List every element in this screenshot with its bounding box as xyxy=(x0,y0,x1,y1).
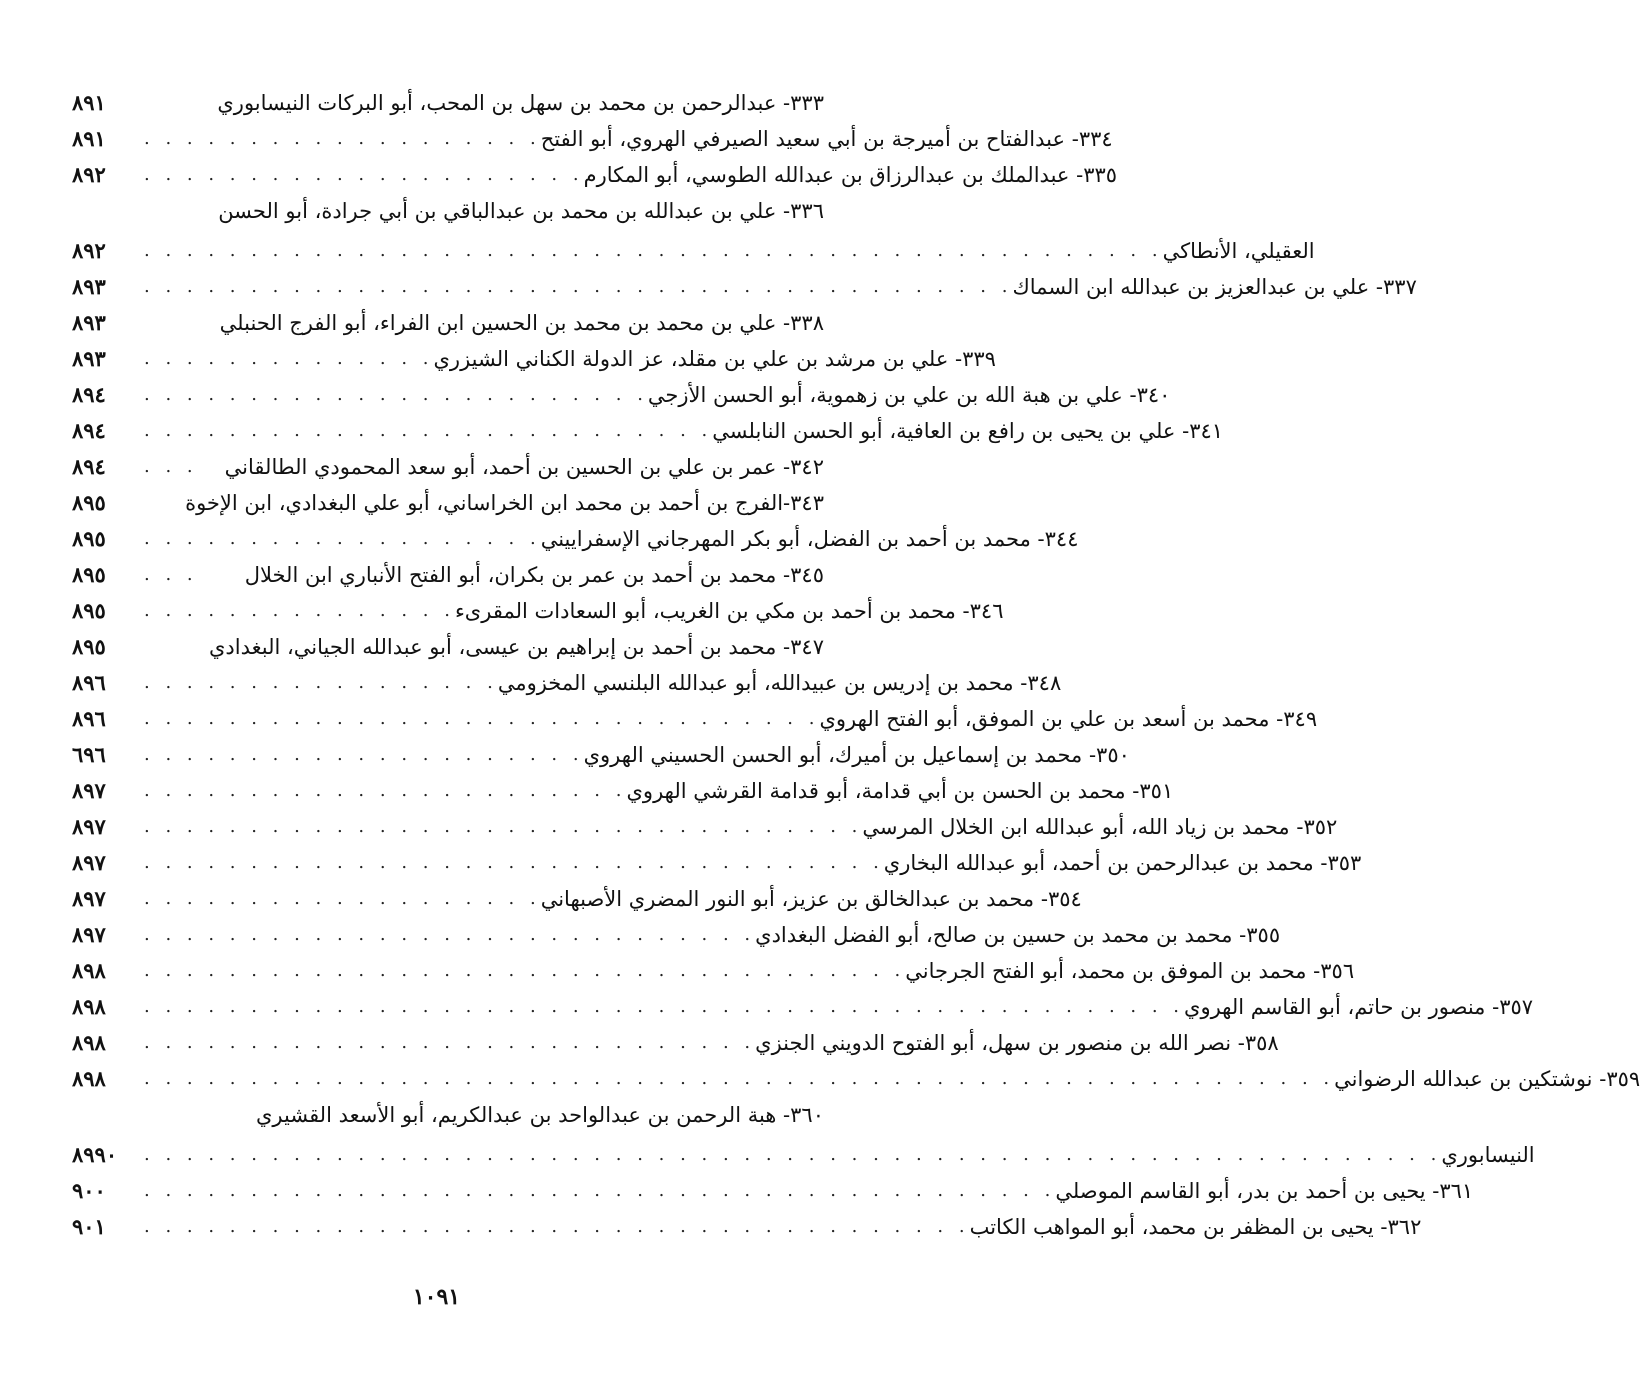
toc-leader-dots: . . . xyxy=(144,564,198,585)
toc-entry-title: ٣٣٦- علي بن عبدالله بن محمد بن عبدالباقي بن أبي جرادة، أبو الحسن xyxy=(218,199,824,223)
toc-page-number: ٩٠١ xyxy=(72,1214,106,1239)
toc-page-number: ٨٩٤ xyxy=(72,454,106,479)
toc-page-number: ٨٩٥ xyxy=(72,634,106,659)
toc-page-number: ٨٩٨ xyxy=(72,958,106,983)
toc-leader-dots: . . . . . . . . . . . . . . . . . . . . . . . . . . . xyxy=(144,420,713,441)
toc-entry xyxy=(72,118,1113,154)
toc-leader-dots: . . . . . . . . . . . . . . . . . . . . . . . . . . . . . . . . . . . . xyxy=(144,960,906,981)
toc-page-number: ٨٩٥ xyxy=(72,598,106,623)
toc-entry-title: ٣٣٧- علي بن عبدالعزيز بن عبدالله ابن السماك xyxy=(1012,275,1417,299)
toc-entry-title: ٣٥٧- منصور بن حاتم، أبو القاسم الهروي xyxy=(1184,995,1534,1019)
toc-page-number: ٨٩٨ xyxy=(72,1066,106,1091)
toc-page-number: ٨٩١ xyxy=(72,126,106,151)
toc-entry xyxy=(72,338,996,374)
toc-entry xyxy=(72,1022,1279,1058)
toc-leader-dots: . . . . . . . . . . . . . . . . . . . . . . . . . . . . . . . . . . . . . . . . . . . xyxy=(144,1180,1056,1201)
toc-entry xyxy=(72,154,1118,190)
toc-entry xyxy=(72,266,1417,302)
toc-leader-dots: . . . . . . . . . . . . . . . . . . . . . xyxy=(144,744,584,765)
toc-entry-title: ٣٥٨- نصر الله بن منصور بن سهل، أبو الفتوح الدويني الجنزي xyxy=(755,1031,1279,1055)
toc-entry xyxy=(72,878,1082,914)
toc-entry-title: ٣٦١- يحيى بن أحمد بن بدر، أبو القاسم الموصلي xyxy=(1055,1179,1474,1203)
toc-page-number: ٨٩٦ xyxy=(72,670,106,695)
toc-entry xyxy=(72,950,1355,986)
toc-entry xyxy=(72,410,1224,446)
toc-entry-title: ٣٣٣- عبدالرحمن بن محمد بن سهل بن المحب، أبو البركات النيسابوري xyxy=(217,91,824,115)
toc-entry xyxy=(72,842,1362,878)
toc-entry xyxy=(72,986,1534,1022)
toc-page-number: ٨٩١ xyxy=(72,90,106,115)
toc-leader-dots: . . . . . . . . . . . . . . . . . . . . . . . . . . . . . . . . . . . . . . . . . . . . . . . . . . . . . . . . xyxy=(144,1068,1335,1089)
toc-entry xyxy=(72,1170,1474,1206)
toc-page-number: ٨٩٣ xyxy=(72,274,106,299)
toc-page-number: ٨٩٣ xyxy=(72,310,106,335)
toc-entry xyxy=(72,914,1281,950)
toc-entry-title: ٣٤٠- علي بن هبة الله بن علي بن زهموية، أبو الحسن الأزجي xyxy=(647,383,1171,407)
table-of-contents xyxy=(72,82,1640,1242)
toc-entry-title: ٣٣٨- علي بن محمد بن محمد بن الحسين ابن الفراء، أبو الفرج الحنبلي xyxy=(219,311,824,335)
toc-page-number: ٨٩٢ xyxy=(72,238,106,263)
toc-entry xyxy=(72,770,1174,806)
toc-leader-dots: . . . . . . . . . . . . . . . . . . . . . . . . . . . . . . . . . . . xyxy=(144,852,884,873)
toc-entry xyxy=(72,302,824,338)
toc-page-number: ٨٩٥ xyxy=(72,490,106,515)
toc-leader-dots: . . . . . . . . . . . . . . . . . . . . . . . . . . . . . . . . xyxy=(144,708,820,729)
toc-entry-title: ٣٥٦- محمد بن الموفق بن محمد، أبو الفتح الجرجاني xyxy=(905,959,1355,983)
toc-entry xyxy=(72,734,1130,770)
toc-entry xyxy=(72,482,824,518)
toc-page-number: ٦٩٦ xyxy=(72,742,106,767)
toc-entry-title: ٣٣٩- علي بن مرشد بن علي بن مقلد، عز الدولة الكناني الشيزري xyxy=(433,347,996,371)
toc-entry xyxy=(72,1206,1422,1242)
toc-entry-title: ٣٥٣- محمد بن عبدالرحمن بن أحمد، أبو عبدالله البخاري xyxy=(883,851,1362,875)
toc-entry-title: ٣٥٤- محمد بن عبدالخالق بن عزيز، أبو النور المضري الأصبهاني xyxy=(540,887,1082,911)
toc-entry xyxy=(72,82,824,118)
toc-entry-title: ٣٤٤- محمد بن أحمد بن الفضل، أبو بكر المهرجاني الإسفراييني xyxy=(540,527,1079,551)
toc-entry-title: ٣٤٧- محمد بن أحمد بن إبراهيم بن عيسى، أبو عبدالله الجياني، البغدادي xyxy=(208,635,824,659)
toc-entry xyxy=(72,662,1062,698)
toc-leader-dots: . . . . . . . . . . . . . . . . . . . . . . . . . . . . . . . . . . . . . . . xyxy=(144,1216,970,1237)
toc-leader-dots: . . . . . . . . . . . . . . . . . . . . . . . . . . . . . . . . . . . . . . . . . xyxy=(144,276,1013,297)
toc-entry-title: ٣٥٥- محمد بن محمد بن حسين بن صالح، أبو الفضل البغدادي xyxy=(755,923,1281,947)
toc-entry-title: النيسابوري xyxy=(1441,1143,1535,1167)
toc-page-number: ٨٩٧ xyxy=(72,814,106,839)
toc-entry-title: ٣٦٠- هبة الرحمن بن عبدالواحد بن عبدالكريم، أبو الأسعد القشيري xyxy=(255,1103,824,1127)
toc-page-number: ٨٩٧ xyxy=(72,778,106,803)
toc-leader-dots: . . . . . . . . . . . . . . . . . . . . . . . . xyxy=(144,384,648,405)
toc-entry-title: ٣٤٨- محمد بن إدريس بن عبيدالله، أبو عبدالله البلنسي المخزومي xyxy=(497,671,1062,695)
page-number-footer: ١٠٩١ xyxy=(412,1284,461,1310)
toc-leader-dots: . . . . . . . . . . . . . . . . . . . xyxy=(144,128,541,149)
toc-page-number: ٨٩٥ xyxy=(72,562,106,587)
toc-entry-title: ٣٥٢- محمد بن زياد الله، أبو عبدالله ابن الخلال المرسي xyxy=(862,815,1338,839)
toc-entry xyxy=(72,446,824,482)
toc-leader-dots: . . . . . . . . . . . . . . . . . . . . . . . . . . . . . . . . . . xyxy=(144,816,863,837)
toc-entry-title: ٣٤٩- محمد بن أسعد بن علي بن الموفق، أبو الفتح الهروي xyxy=(819,707,1318,731)
toc-entry-continuation xyxy=(72,1130,1535,1170)
toc-entry xyxy=(72,554,824,590)
toc-page-number: ٨٩٢ xyxy=(72,162,106,187)
toc-entry-title: العقيلي، الأنطاكي xyxy=(1162,239,1315,263)
toc-leader-dots: . . . . . . . . . . . . . . . . . xyxy=(144,672,498,693)
toc-leader-dots: . . . . . . . . . . . . . . . . . . . . . . . . . . . . . . . . . . . . . . . . . . . . . . . . . . . . . . . . . . . . . xyxy=(144,1144,1442,1165)
toc-page-number: ٨٩٤ xyxy=(72,382,106,407)
toc-leader-dots: . . . . . . . . . . . . . . . . . . . . . . . xyxy=(144,780,627,801)
toc-leader-dots: . . . . . . . . . . . . . . . . . . . xyxy=(144,528,541,549)
toc-entry xyxy=(72,1058,1640,1094)
toc-leader-dots: . . . . . . . . . . . . . . . . . . . . . . . . . . . . . . . . . . . . . . . . . . . . . . . . . xyxy=(144,996,1185,1017)
toc-leader-dots: . . . . . . . . . . . . . . . xyxy=(144,600,455,621)
toc-entry xyxy=(72,626,824,662)
toc-page-number: ٨٩٨ xyxy=(72,994,106,1019)
toc-entry xyxy=(72,518,1079,554)
toc-entry xyxy=(72,698,1318,734)
toc-entry-continuation xyxy=(72,226,1315,266)
toc-page-number: ٨٩٨ xyxy=(72,1030,106,1055)
toc-entry-title: ٣٤١- علي بن يحيى بن رافع بن العافية، أبو الحسن النابلسي xyxy=(712,419,1224,443)
toc-page-number: ٩٠٠ xyxy=(72,1178,106,1203)
toc-entry xyxy=(72,190,824,226)
toc-entry-title: ٣٥١- محمد بن الحسن بن أبي قدامة، أبو قدامة القرشي الهروي xyxy=(626,779,1174,803)
toc-page-number: ٨٩٦ xyxy=(72,706,106,731)
toc-entry-title: ٣٦٢- يحيى بن المظفر بن محمد، أبو المواهب الكاتب xyxy=(969,1215,1422,1239)
toc-page-number: ٨٩٤ xyxy=(72,418,106,443)
toc-page-number: ٨٩٣ xyxy=(72,346,106,371)
toc-page-number: ٨٩٩٠ xyxy=(72,1142,118,1167)
toc-leader-dots: . . . . . . . . . . . . . . . . . . . xyxy=(144,888,541,909)
toc-entry xyxy=(72,590,1004,626)
toc-entry-title: ٣٣٤- عبدالفتاح بن أميرجة بن أبي سعيد الصيرفي الهروي، أبو الفتح xyxy=(540,127,1113,151)
toc-entry-title: ٣٣٥- عبدالملك بن عبدالرزاق بن عبدالله الطوسي، أبو المكارم xyxy=(583,163,1118,187)
toc-page-number: ٨٩٧ xyxy=(72,886,106,911)
toc-entry-title: ٣٤٥- محمد بن أحمد بن عمر بن بكران، أبو الفتح الأنباري ابن الخلال xyxy=(244,563,824,587)
toc-leader-dots: . . . . . . . . . . . . . . . . . . . . . . . . . . . . . xyxy=(144,1032,756,1053)
toc-leader-dots: . . . . . . . . . . . . . . . . . . . . . . . . . . . . . xyxy=(144,924,756,945)
toc-entry-title: ٣٤٣-الفرج بن أحمد بن محمد ابن الخراساني، أبو علي البغدادي، ابن الإخوة xyxy=(185,491,824,515)
toc-leader-dots: . . . . . . . . . . . . . . . . . . . . . . . . . . . . . . . . . . . . . . . . . . . . . . . . xyxy=(144,240,1163,261)
toc-entry-title: ٣٤٢- عمر بن علي بن الحسين بن أحمد، أبو سعد المحمودي الطالقاني xyxy=(224,455,824,479)
toc-page-number: ٨٩٥ xyxy=(72,526,106,551)
toc-entry-title: ٣٤٦- محمد بن أحمد بن مكي بن الغريب، أبو السعادات المقرىء xyxy=(454,599,1004,623)
toc-leader-dots: . . . xyxy=(144,456,198,477)
toc-entry xyxy=(72,1094,824,1130)
toc-entry xyxy=(72,806,1338,842)
toc-leader-dots: . . . . . . . . . . . . . . xyxy=(144,348,434,369)
toc-page-number: ٨٩٧ xyxy=(72,922,106,947)
toc-entry-title: ٣٥٠- محمد بن إسماعيل بن أميرك، أبو الحسن الحسيني الهروي xyxy=(583,743,1130,767)
toc-page-number: ٨٩٧ xyxy=(72,850,106,875)
toc-entry xyxy=(72,374,1171,410)
toc-leader-dots: . . . . . . . . . . . . . . . . . . . . . xyxy=(144,164,584,185)
toc-entry-title: ٣٥٩- نوشتكين بن عبدالله الرضواني xyxy=(1334,1067,1640,1091)
